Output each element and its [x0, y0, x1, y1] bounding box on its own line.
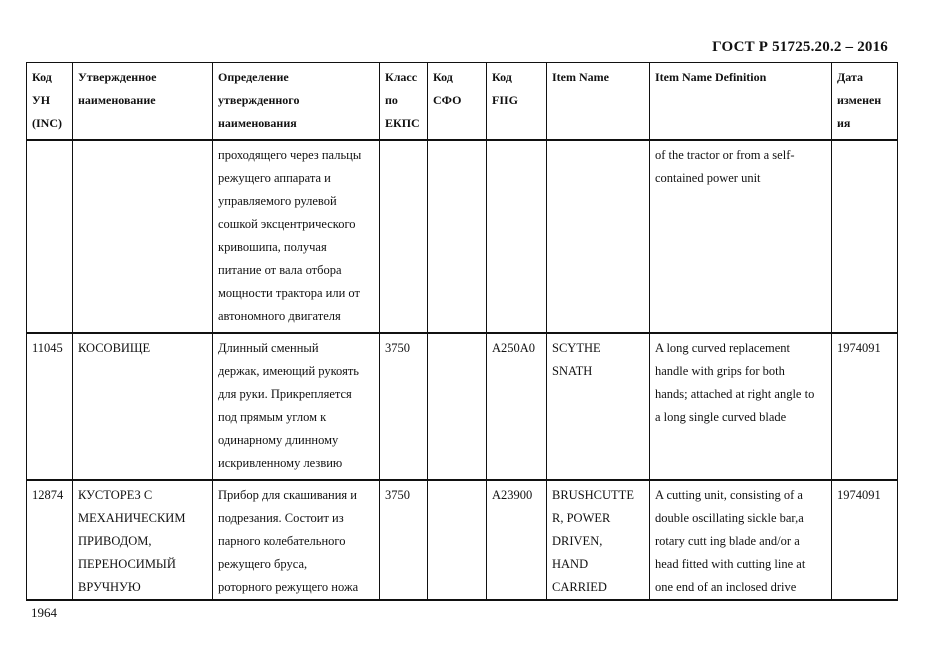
text-line: управляемого рулевой [218, 194, 337, 208]
text-line: SCYTHE [552, 341, 601, 355]
text-line: head fitted with cutting line at [655, 557, 806, 571]
text-line: Item Name [552, 70, 609, 84]
col-header-class [380, 63, 428, 141]
text-line: наименование [78, 93, 156, 107]
text-line: под прямым углом к [218, 410, 327, 424]
text-line: парного колебательного [218, 534, 346, 548]
cell-sfo [428, 140, 487, 333]
cell-inc: 12874 [27, 480, 73, 600]
text-line: Item Name Definition [655, 70, 767, 84]
cell-fiig [487, 140, 547, 333]
text-line: кривошипа, получая [218, 240, 327, 254]
document-code: ГОСТ Р 51725.20.2 – 2016 [712, 39, 888, 55]
text-line: режущего бруса, [218, 557, 308, 571]
text-line: handle with grips for both [655, 364, 785, 378]
col-header-item-name [547, 63, 650, 141]
col-header-item-name-definition [650, 63, 832, 141]
col-header-change-date [832, 63, 898, 141]
table-row-continuation [27, 140, 898, 333]
text-line: КУСТОРЕЗ С [78, 488, 153, 502]
col-header-definition [213, 63, 380, 141]
text-line: BRUSHCUTTE [552, 488, 634, 502]
text-line: наименования [218, 116, 297, 130]
text-line: МЕХАНИЧЕСКИМ [78, 511, 186, 525]
cell-definition [213, 140, 380, 333]
text-line: Утвержденное [78, 70, 157, 84]
cell-sfo [428, 333, 487, 480]
table-header-row [27, 63, 898, 141]
text-line: Код [32, 70, 52, 84]
text-line: Код [492, 70, 512, 84]
text-line: rotary cutt ing blade and/or a [655, 534, 800, 548]
cell-item-definition [650, 333, 832, 480]
text-line: ЕКПС [385, 116, 420, 130]
cell-item-name [547, 140, 650, 333]
text-line: искривленному лезвию [218, 456, 343, 470]
text-line: ПЕРЕНОСИМЫЙ [78, 557, 176, 571]
text-line: утвержденного [218, 93, 300, 107]
text-line: Дата [837, 70, 863, 84]
cell-item-name [547, 333, 650, 480]
cell-fiig: A23900 [487, 480, 547, 600]
cell-item-definition [650, 480, 832, 600]
cell-class: 3750 [380, 480, 428, 600]
text-line: ВРУЧНУЮ [78, 580, 141, 594]
table-row [27, 333, 898, 480]
col-header-fiig [487, 63, 547, 141]
text-line: сошкой эксцентрического [218, 217, 356, 231]
text-line: Определение [218, 70, 289, 84]
page-number: 1964 [31, 605, 57, 620]
text-line: режущего аппарата и [218, 171, 331, 185]
text-line: держак, имеющий рукоять [218, 364, 359, 378]
text-line: A long curved replacement [655, 341, 791, 355]
text-line: Прибор для скашивания и [218, 488, 357, 502]
col-header-approved-name [73, 63, 213, 141]
text-line: питание от вала отбора [218, 263, 342, 277]
cell-name [73, 140, 213, 333]
text-line: роторного режущего ножа [218, 580, 359, 594]
text-line: КОСОВИЩЕ [78, 341, 151, 355]
cell-date: 1974091 [832, 333, 898, 480]
text-line: contained power unit [655, 171, 761, 185]
text-line: СФО [433, 93, 462, 107]
text-line: по [385, 93, 398, 107]
text-line: HAND [552, 557, 589, 571]
col-header-inc [27, 63, 73, 141]
nomenclature-table [26, 62, 898, 601]
text-line: ия [837, 116, 851, 130]
text-line: hands; attached at right angle to [655, 387, 815, 401]
cell-class: 3750 [380, 333, 428, 480]
text-line: УН [32, 93, 51, 107]
text-line: Код [433, 70, 453, 84]
cell-name [73, 480, 213, 600]
cell-date [832, 140, 898, 333]
cell-inc: 11045 [27, 333, 73, 480]
text-line: подрезания. Состоит из [218, 511, 344, 525]
cell-name [73, 333, 213, 480]
text-line: double oscillating sickle bar,a [655, 511, 804, 525]
cell-fiig: A250A0 [487, 333, 547, 480]
cell-date: 1974091 [832, 480, 898, 600]
col-header-sfo [428, 63, 487, 141]
cell-inc [27, 140, 73, 333]
text-line: of the tractor or from a self- [655, 148, 795, 162]
text-line: DRIVEN, [552, 534, 603, 548]
cell-item-definition [650, 140, 832, 333]
text-line: автономного двигателя [218, 309, 341, 323]
text-line: R, POWER [552, 511, 611, 525]
text-line: one end of an inclosed drive [655, 580, 797, 594]
text-line: A cutting unit, consisting of a [655, 488, 803, 502]
table-row [27, 480, 898, 600]
text-line: (INC) [32, 116, 62, 130]
cell-definition [213, 333, 380, 480]
text-line: a long single curved blade [655, 410, 787, 424]
text-line: для руки. Прикрепляется [218, 387, 352, 401]
text-line: FIIG [492, 93, 519, 107]
text-line: Длинный сменный [218, 341, 319, 355]
text-line: Класс [385, 70, 418, 84]
text-line: проходящего через пальцы [218, 148, 362, 162]
text-line: мощности трактора или от [218, 286, 360, 300]
text-line: ПРИВОДОМ, [78, 534, 152, 548]
cell-sfo [428, 480, 487, 600]
cell-definition [213, 480, 380, 600]
text-line: одинарному длинному [218, 433, 339, 447]
text-line: SNATH [552, 364, 593, 378]
cell-class [380, 140, 428, 333]
text-line: CARRIED [552, 580, 607, 594]
text-line: изменен [837, 93, 882, 107]
cell-item-name [547, 480, 650, 600]
